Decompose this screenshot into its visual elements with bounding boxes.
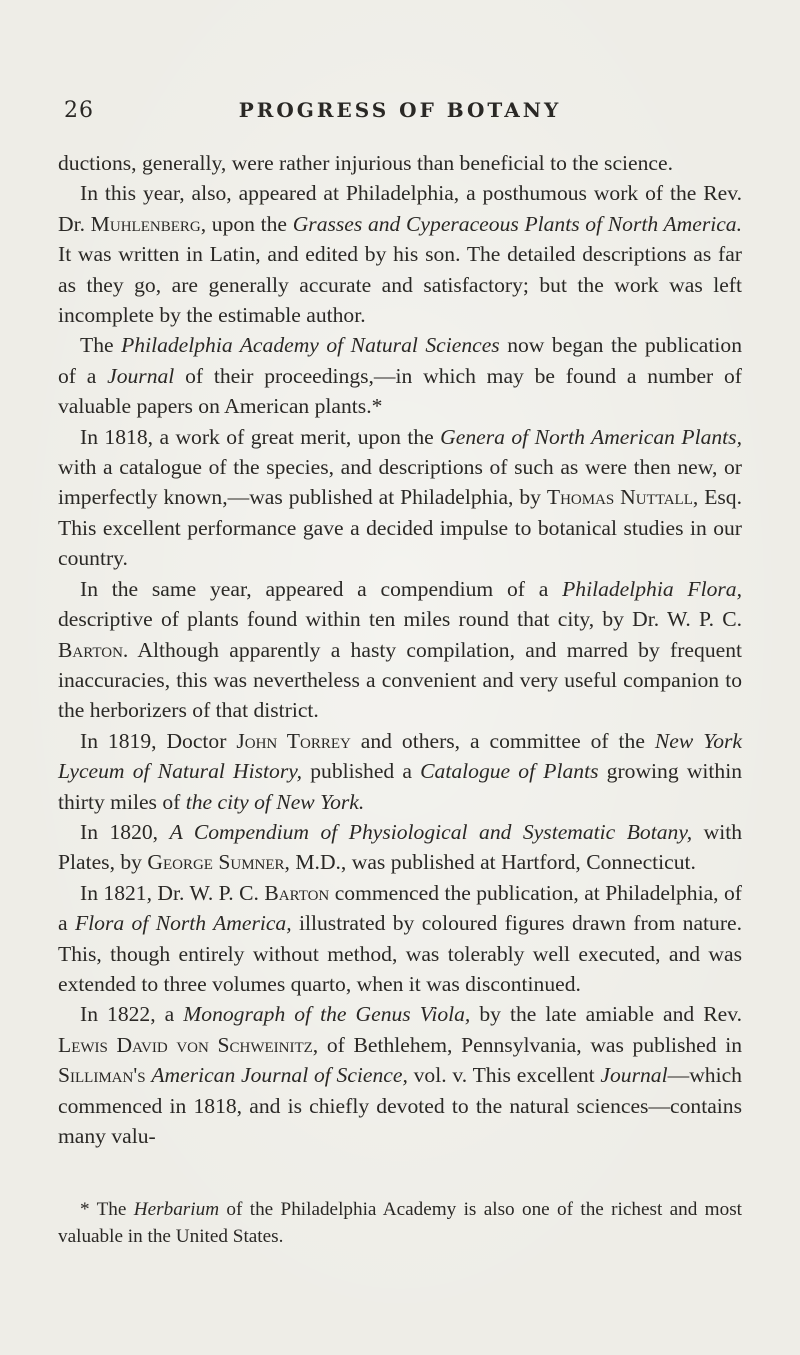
page-header <box>56 98 744 130</box>
running-head: PROGRESS OF BOTANY <box>238 98 562 122</box>
paragraph-8: In 1821, Dr. W. P. C. Barton commenced the publication, at Philadelphia, of a Flora of North America, illustrated by coloured figures drawn from nature. This, though entirely without method, was tolerably well executed, and was extended to three volumes quarto, when it was discontinued. <box>58 880 742 996</box>
paragraph-3: The Philadelphia Academy of Natural Sciences now began the publication of a Journal of their proceedings,—in which may be found a number of valuable papers on American plants.* <box>58 333 742 419</box>
paragraph-5: In the same year, appeared a compendium of a Philadelphia Flora, descriptive of plants found within ten miles round that city, by Dr. W. P. C. Barton. Although apparently a hasty compilation, and marred by frequent inaccuracies, this was nevertheless a convenient and very useful companion to the herborizers of that district. <box>58 576 742 723</box>
work-title: Journal <box>107 363 175 388</box>
paragraph-1: ductions, generally, were rather injurious than beneficial to the science. <box>58 151 673 175</box>
footnote-text: * The Herbarium of the Philadelphia Academy is also one of the richest and most valuable in the United States. <box>58 1199 743 1247</box>
person-name: John Torrey <box>236 728 351 753</box>
work-title: Herbarium <box>133 1199 220 1220</box>
paragraph-7: In 1820, A Compendium of Physiological and Systematic Botany, with Plates, by George Sumner, M.D., was published at Hartford, Connecticut. <box>58 819 743 875</box>
work-title: Grasses and Cyperaceous Plants of North America. <box>292 211 743 236</box>
work-title: Journal <box>600 1063 668 1088</box>
work-title: Catalogue of Plants <box>420 759 599 784</box>
work-title: Philadelphia Flora, <box>562 576 742 601</box>
person-name: George Sumner <box>147 850 285 875</box>
work-title: Monograph of the Genus Viola, <box>183 1002 471 1027</box>
work-title: Genera of North American Plants, <box>440 424 742 449</box>
page-number: 26 <box>64 98 94 123</box>
person-name: Muhlenberg <box>90 211 201 236</box>
person-name: Silliman's <box>58 1063 146 1088</box>
person-name: Thomas Nuttall <box>546 485 693 510</box>
footnote <box>58 1196 742 1250</box>
person-name: Lewis David von Schweinitz <box>58 1032 313 1057</box>
paragraph-9: In 1822, a Monograph of the Genus Viola, by the late amiable and Rev. Lewis David von Schweinitz, of Bethlehem, Pennsylvania, was published in Silliman's American Journal of Science, vol. v. This excellent Journal—which commenced in 1818, and is chiefly devoted to the natural sciences—contains many valu- <box>58 1002 743 1148</box>
work-title: the city of New York. <box>185 789 365 814</box>
work-title: American Journal of Science, <box>151 1063 408 1088</box>
paragraph-6: In 1819, Doctor John Torrey and others, a committee of the New York Lyceum of Natural History, published a Catalogue of Plants growing within thirty miles of the city of New York. <box>58 728 743 814</box>
person-name: Barton <box>264 880 330 905</box>
work-title: Flora of North America, <box>74 911 292 936</box>
paragraph-2: In this year, also, appeared at Philadelphia, a posthumous work of the Rev. Dr. Muhlenberg, upon the Grasses and Cyperaceous Plants of North America. It was written in Latin, and edited by his son. The detailed descriptions as far as they go, are generally accurate and satisfactory; but the work was left incomplete by the estimable author. <box>58 181 743 328</box>
main-text <box>58 148 742 1151</box>
person-name: Barton <box>58 637 123 662</box>
work-title: Philadelphia Academy of Natural Sciences <box>121 333 500 358</box>
work-title: New York Lyceum of Natural History, <box>58 728 742 784</box>
work-title: A Compendium of Physiological and Systematic Botany, <box>169 819 693 844</box>
paragraph-4: In 1818, a work of great merit, upon the Genera of North American Plants, with a catalogue of the species, and descriptions of such as were then new, or imperfectly known,—was published at Philadelphia, by Thomas Nuttall, Esq. This excellent performance gave a decided impulse to botanical studies in our country. <box>58 424 742 571</box>
